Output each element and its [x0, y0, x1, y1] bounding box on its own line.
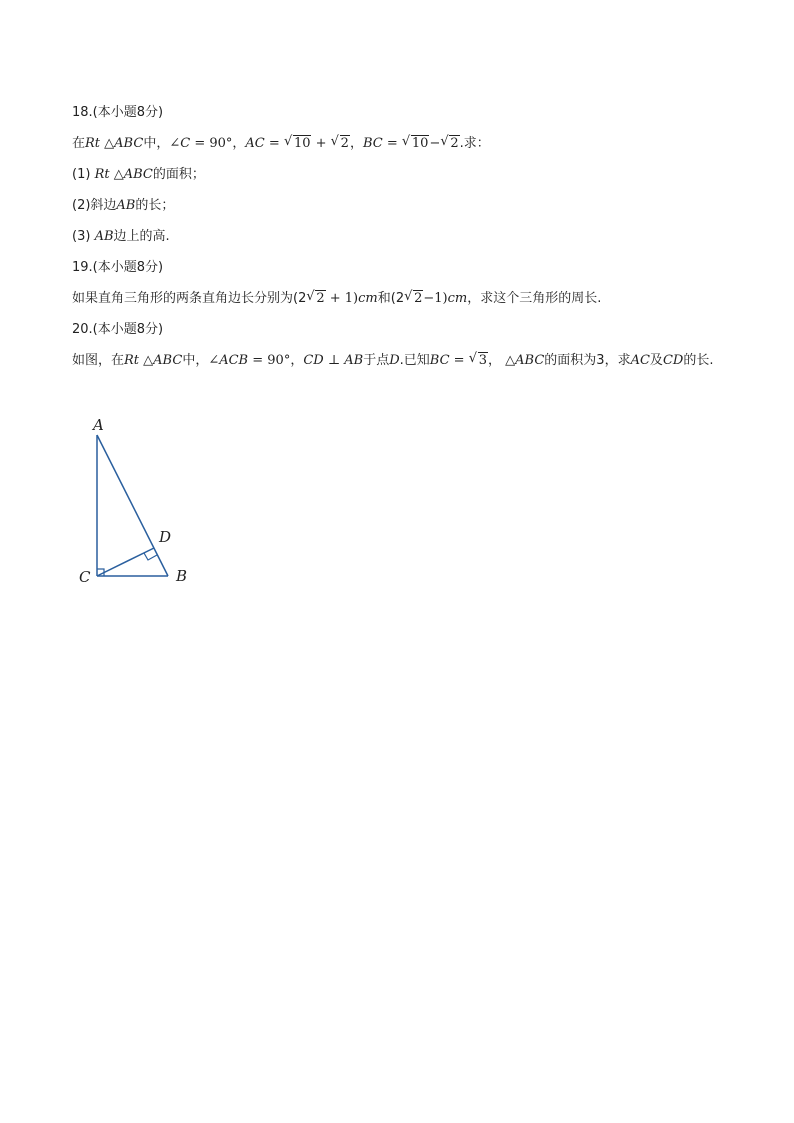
q18-stem: 在Rt △ABC中，∠C = 90°，AC = √ 10 + √ 2，BC = √ 10−√ 2.求：	[72, 135, 490, 153]
sqrt-10: √ 10	[402, 135, 430, 153]
q18-header: 18.(本小题8分)	[72, 105, 164, 120]
label-c: C	[79, 568, 91, 586]
sqrt-2: √ 2	[404, 290, 423, 308]
label-a: A	[93, 416, 104, 434]
sqrt-2: √ 2	[440, 135, 459, 153]
sqrt-2: √ 2	[306, 290, 325, 308]
q19-stem: 如果直角三角形的两条直角边长分别为(2√ 2 + 1)cm和(2√ 2−1)cm，求这个三角形的周长.	[72, 290, 601, 308]
q20-stem: 如图，在Rt △ABC中，∠ACB = 90°，CD ⊥ AB于点D.已知BC = √ 3， △ABC的面积为3，求AC及CD的长.	[72, 352, 713, 370]
triangle-figure	[70, 408, 200, 593]
altitude-cd	[97, 548, 154, 576]
sqrt-10: √ 10	[284, 135, 312, 153]
q18-part3: (3) AB边上的高.	[72, 229, 170, 244]
label-d: D	[159, 528, 172, 546]
side-ab	[97, 435, 168, 576]
label-b: B	[176, 567, 188, 585]
q18-part1: (1) Rt △ABC的面积；	[72, 167, 205, 182]
q18-part2: (2)斜边AB的长；	[72, 198, 175, 213]
sqrt-3: √ 3	[469, 352, 488, 370]
right-angle-mark-d	[144, 553, 157, 560]
q19-header: 19.(本小题8分)	[72, 260, 164, 275]
q20-header: 20.(本小题8分)	[72, 322, 164, 337]
sqrt-2: √ 2	[331, 135, 350, 153]
